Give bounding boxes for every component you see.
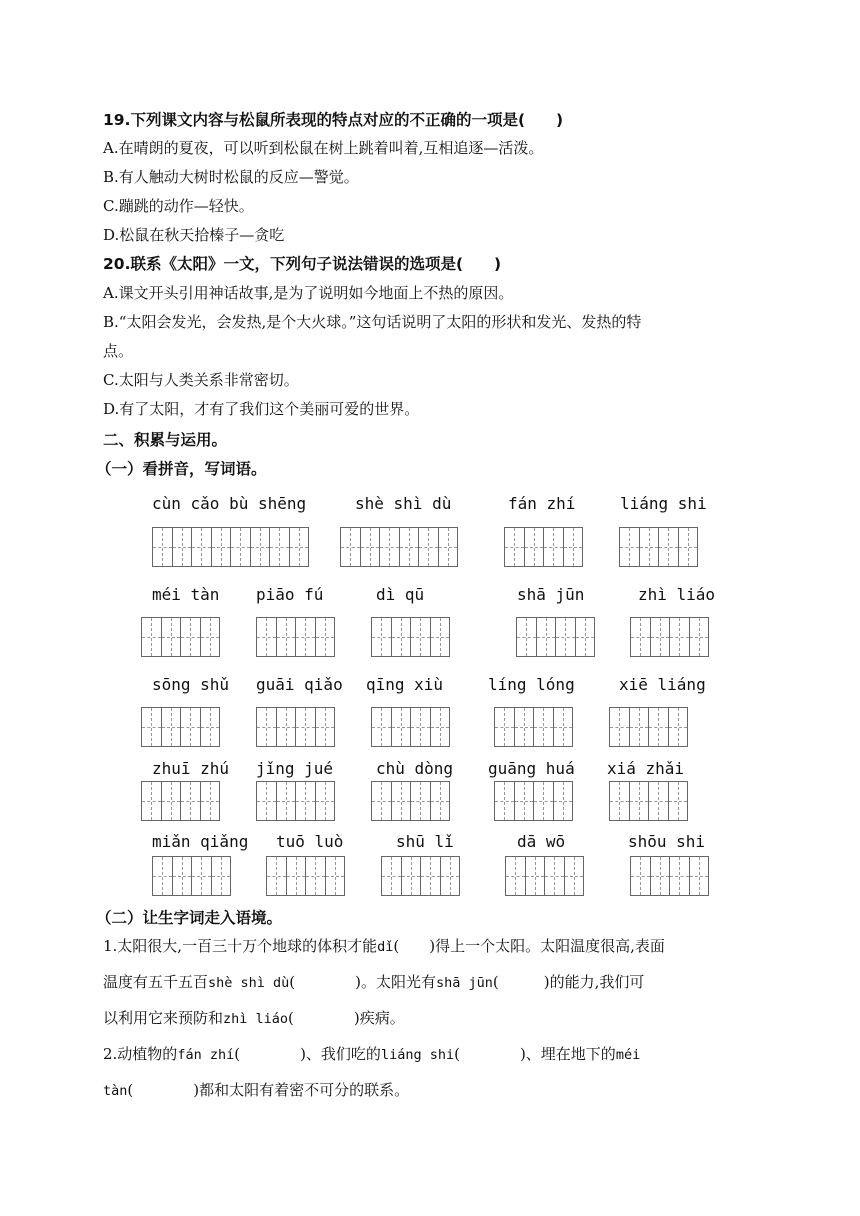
grid-cell[interactable] [161,781,182,821]
grid-cell[interactable] [325,856,346,896]
grid-cell[interactable] [609,781,630,821]
context-paragraph-1 [103,929,763,1109]
grid-cell[interactable] [553,781,574,821]
grid-cell[interactable] [420,856,441,896]
grid-cell[interactable] [276,707,297,747]
grid-cell[interactable] [401,856,422,896]
text: ( )疾病。 [288,1009,405,1027]
grid-cell[interactable] [381,856,402,896]
grid-cell[interactable] [152,856,173,896]
grid-cell[interactable] [639,527,660,567]
grid-cell[interactable] [141,781,162,821]
pinyin-inline: shè shì dù [208,975,290,991]
pinyin-inline: tàn [103,1083,128,1099]
grid-cell[interactable] [553,707,574,747]
grid-cell[interactable] [430,617,451,657]
pinyin-label: chù dòng [376,759,454,778]
grid-cell[interactable] [180,781,201,821]
grid-cell[interactable] [668,781,689,821]
pinyin-label: miǎn qiǎng [152,832,249,851]
pinyin-label: zhuī zhú [152,759,230,778]
grid-cell[interactable] [514,781,535,821]
pinyin-inline: fán zhí [177,1047,235,1063]
grid-cell[interactable] [379,527,400,567]
pinyin-label: méi tàn [152,585,220,604]
answer-grid[interactable] [381,856,459,896]
grid-cell[interactable] [410,707,431,747]
grid-cell[interactable] [161,617,182,657]
pinyin-label: xiá zhǎi [607,759,685,778]
grid-cell[interactable] [410,617,431,657]
answer-grid[interactable] [494,781,572,821]
grid-cell[interactable] [609,707,630,747]
grid-cell[interactable] [141,707,162,747]
grid-cell[interactable] [555,617,576,657]
grid-cell[interactable] [648,781,669,821]
grid-cell[interactable] [269,527,290,567]
grid-cell[interactable] [256,707,277,747]
pinyin-label: líng lóng [488,675,575,694]
grid-cell[interactable] [619,527,640,567]
context-line [103,1073,763,1109]
grid-cell[interactable] [418,527,439,567]
grid-cell[interactable] [230,527,251,567]
pinyin-label: qīng xiù [366,675,444,694]
grid-cell[interactable] [650,617,671,657]
text: ( )的能力,我们可 [492,973,645,991]
grid-cell[interactable] [200,707,221,747]
grid-cell[interactable] [200,617,221,657]
grid-cell[interactable] [211,527,232,567]
q20-option-a: A.课文开头引用神话故事,是为了说明如今地面上不热的原因。 [103,284,514,302]
pinyin-label: shā jūn [517,585,585,604]
grid-cell[interactable] [525,856,546,896]
grid-cell[interactable] [524,527,545,567]
grid-cell[interactable] [564,856,585,896]
pinyin-label: zhì liáo [638,585,716,604]
answer-grid[interactable] [371,707,449,747]
grid-cell[interactable] [630,856,651,896]
grid-cell[interactable] [172,527,193,567]
grid-cell[interactable] [575,617,596,657]
answer-grid[interactable] [371,781,449,821]
pinyin-inline: dǐ [377,939,394,955]
grid-cell[interactable] [504,527,525,567]
grid-cell[interactable] [630,617,651,657]
grid-cell[interactable] [536,617,557,657]
grid-cell[interactable] [505,856,526,896]
answer-grid[interactable] [609,781,687,821]
context-line [103,1037,763,1073]
answer-grid[interactable] [494,707,572,747]
answer-grid[interactable] [256,617,334,657]
pinyin-label: shè shì dù [355,494,452,513]
grid-cell[interactable] [141,617,162,657]
grid-cell[interactable] [494,707,515,747]
context-line [103,1001,763,1037]
grid-cell[interactable] [305,856,326,896]
grid-cell[interactable] [256,617,277,657]
grid-cell[interactable] [191,527,212,567]
pinyin-label: tuō luò [276,832,344,851]
answer-grid[interactable] [371,617,449,657]
context-line [103,929,763,965]
q20-option-b-line2: 点。 [103,342,134,360]
pinyin-label: sōng shǔ [152,675,230,694]
grid-cell[interactable] [543,527,564,567]
grid-cell[interactable] [516,617,537,657]
answer-grid[interactable] [256,707,334,747]
answer-grid[interactable] [609,707,687,747]
grid-cell[interactable] [152,527,173,567]
pinyin-label: fán zhí [508,494,576,513]
context-line [103,965,763,1001]
grid-cell[interactable] [544,856,565,896]
section-2-part-2-title: （二）让生字词走入语境。 [96,909,283,927]
question-19-title: 19.下列课文内容与松鼠所表现的特点对应的不正确的一项是( ) [103,111,564,129]
pinyin-label: xiē liáng [619,675,706,694]
grid-cell[interactable] [669,617,690,657]
pinyin-label: dì qū [376,585,425,604]
text: ( )。太阳光有 [289,973,437,991]
grid-cell[interactable] [629,707,650,747]
grid-cell[interactable] [180,617,201,657]
question-20-title: 20.联系《太阳》一文，下列句子说法错误的选项是( ) [103,255,502,273]
text: 温度有五千五百 [103,973,209,991]
grid-cell[interactable] [648,707,669,747]
grid-cell[interactable] [250,527,271,567]
pinyin-label: cùn cǎo bù shēng [152,494,307,513]
answer-grid[interactable] [141,617,219,657]
answer-grid[interactable] [504,527,582,567]
grid-cell[interactable] [514,707,535,747]
grid-cell[interactable] [315,781,336,821]
grid-cell[interactable] [533,781,554,821]
text: ( )、我们吃的 [234,1045,381,1063]
grid-cell[interactable] [266,856,287,896]
text: ( )、埋在地下的 [454,1045,616,1063]
grid-cell[interactable] [494,781,515,821]
grid-cell[interactable] [191,856,212,896]
grid-cell[interactable] [629,781,650,821]
q20-option-c: C.太阳与人类关系非常密切。 [103,371,299,389]
grid-cell[interactable] [689,617,710,657]
grid-cell[interactable] [678,527,699,567]
text: ( )得上一个太阳。太阳温度很高,表面 [393,937,665,955]
grid-cell[interactable] [172,856,193,896]
text: 以利用它来预防和 [103,1009,224,1027]
answer-grid[interactable] [256,781,334,821]
grid-cell[interactable] [360,527,381,567]
grid-cell[interactable] [668,707,689,747]
answer-grid[interactable] [141,707,219,747]
grid-cell[interactable] [391,617,412,657]
pinyin-label: guāi qiǎo [256,675,343,694]
grid-cell[interactable] [211,856,232,896]
answer-grid[interactable] [141,781,219,821]
grid-cell[interactable] [286,856,307,896]
answer-grid[interactable] [630,617,708,657]
answer-grid[interactable] [630,856,708,896]
grid-cell[interactable] [180,707,201,747]
text: 1.太阳很大,一百三十万个地球的体积才能 [103,937,378,955]
grid-cell[interactable] [289,527,310,567]
section-2-title: 二、积累与运用。 [103,431,228,449]
grid-cell[interactable] [315,707,336,747]
grid-cell[interactable] [430,781,451,821]
answer-grid[interactable] [266,856,344,896]
grid-cell[interactable] [410,781,431,821]
q20-option-d: D.有了太阳，才有了我们这个美丽可爱的世界。 [103,400,420,418]
answer-grid[interactable] [152,527,308,567]
grid-cell[interactable] [430,707,451,747]
grid-cell[interactable] [669,856,690,896]
grid-cell[interactable] [440,856,461,896]
answer-grid[interactable] [516,617,594,657]
pinyin-label: shū lǐ [396,832,454,851]
answer-grid[interactable] [340,527,457,567]
text: ( )都和太阳有着密不可分的联系。 [127,1081,410,1099]
pinyin-label: liáng shi [620,494,707,513]
grid-cell[interactable] [689,856,710,896]
grid-cell[interactable] [391,707,412,747]
pinyin-label: guāng huá [488,759,575,778]
grid-cell[interactable] [295,781,316,821]
grid-cell[interactable] [371,781,392,821]
q19-option-a: A.在晴朗的夏夜，可以听到松鼠在树上跳着叫着,互相追逐—活泼。 [103,139,544,157]
grid-cell[interactable] [276,781,297,821]
pinyin-label: jǐng jué [256,759,334,778]
grid-cell[interactable] [161,707,182,747]
pinyin-inline: liáng shi [380,1047,455,1063]
answer-grid[interactable] [152,856,230,896]
grid-cell[interactable] [256,781,277,821]
grid-cell[interactable] [371,617,392,657]
text: 2.动植物的 [103,1045,178,1063]
answer-grid[interactable] [619,527,697,567]
pinyin-inline: zhì liáo [223,1011,289,1027]
grid-cell[interactable] [399,527,420,567]
answer-grid[interactable] [505,856,583,896]
grid-cell[interactable] [391,781,412,821]
q20-option-b-line1: B.“太阳会发光，会发热,是个大火球。”这句话说明了太阳的形状和发光、发热的特 [103,313,642,331]
grid-cell[interactable] [371,707,392,747]
q19-option-d: D.松鼠在秋天拾榛子—贪吃 [103,226,285,244]
grid-cell[interactable] [340,527,361,567]
grid-cell[interactable] [533,707,554,747]
q19-option-c: C.蹦跳的动作—轻快。 [103,197,254,215]
section-2-part-1-title: （一）看拼音，写词语。 [96,460,267,478]
q19-option-b: B.有人触动大树时松鼠的反应—警觉。 [103,168,359,186]
grid-cell[interactable] [563,527,584,567]
grid-cell[interactable] [315,617,336,657]
grid-cell[interactable] [650,856,671,896]
grid-cell[interactable] [295,707,316,747]
grid-cell[interactable] [276,617,297,657]
grid-cell[interactable] [658,527,679,567]
grid-cell[interactable] [438,527,459,567]
grid-cell[interactable] [200,781,221,821]
pinyin-label: piāo fú [256,585,324,604]
grid-cell[interactable] [295,617,316,657]
pinyin-label: dā wō [517,832,566,851]
pinyin-inline: méi [615,1047,641,1063]
pinyin-inline: shā jūn [436,975,493,991]
pinyin-label: shōu shi [628,832,706,851]
